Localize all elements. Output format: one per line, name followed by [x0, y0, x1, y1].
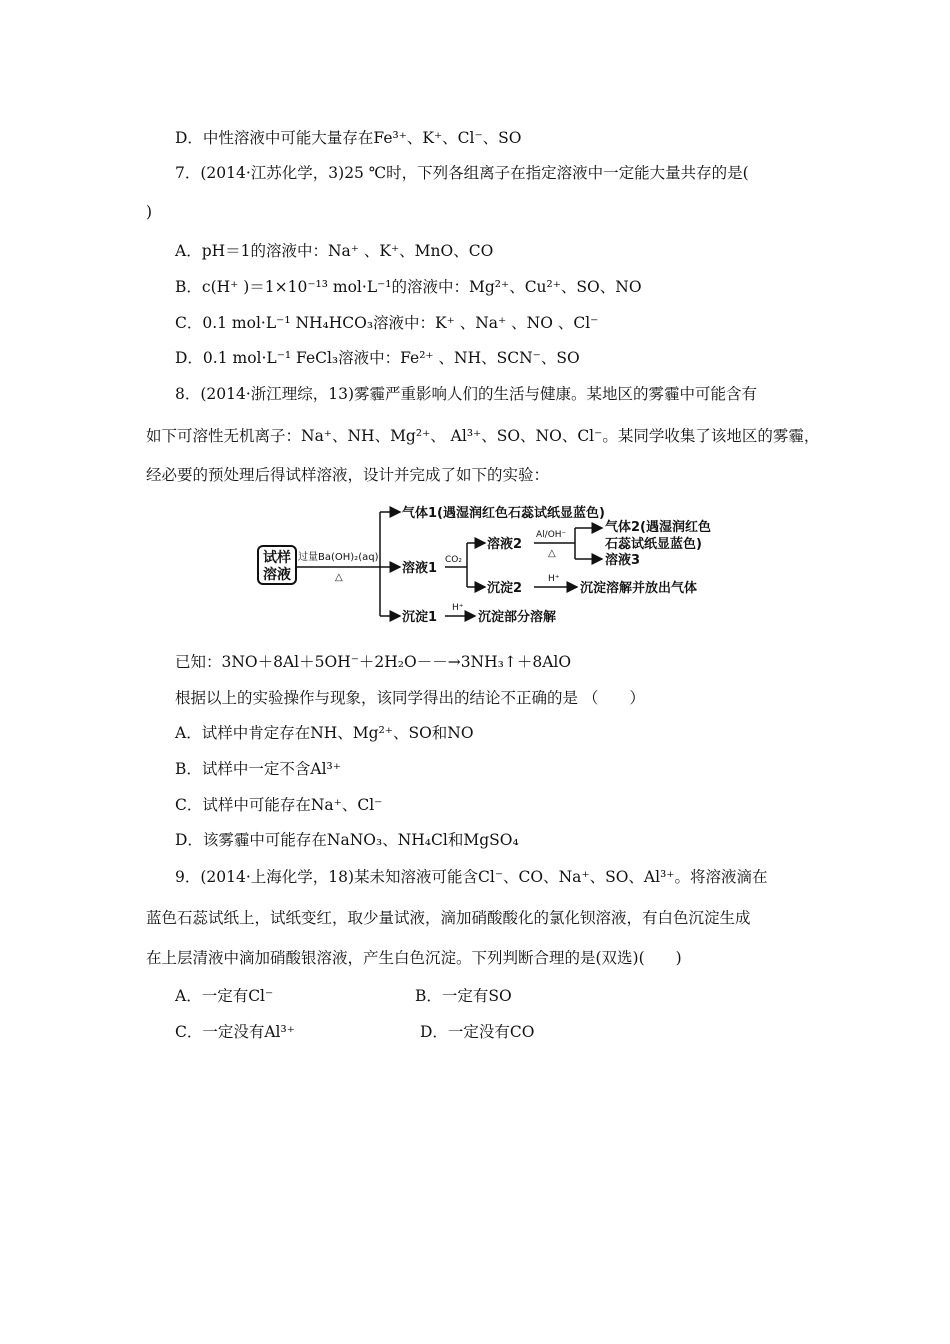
q9-stem-line2: 蓝色石蕊试纸上，试纸变红，取少量试液，滴加硝酸酸化的氯化钡溶液，有白色沉淀生成	[146, 909, 751, 927]
q9-option-c: C．一定没有Al³⁺	[175, 1023, 295, 1041]
q8-option-c: C．试样中可能存在Na⁺、Cl⁻	[175, 796, 383, 814]
q8-stem-line3: 经必要的预处理后得试样溶液，设计并完成了如下的实验：	[146, 466, 550, 484]
h-plus-label-1: H⁺	[548, 574, 560, 584]
solution2-label: 溶液2	[487, 537, 523, 552]
q9-stem-line1: 9．(2014·上海化学，18)某未知溶液可能含Cl⁻、CO、Na⁺、SO、Al³⁺。将溶液滴在	[175, 868, 768, 886]
q7-option-c: C．0.1 mol·L⁻¹ NH₄HCO₃溶液中：K⁺ 、Na⁺ 、NO 、Cl⁻	[175, 314, 599, 332]
h-plus-label-2: H⁺	[452, 603, 464, 613]
precip2-result: 沉淀溶解并放出气体	[580, 581, 698, 596]
q9-option-a: A．一定有Cl⁻	[175, 987, 274, 1005]
q8-option-b: B．试样中一定不含Al³⁺	[175, 760, 341, 778]
precip1-label: 沉淀1	[402, 610, 438, 625]
precip2-label: 沉淀2	[487, 581, 523, 596]
gas1-label: 气体1(遇湿润红色石蕊试纸显蓝色)	[402, 506, 605, 521]
sample-label-2: 溶液	[263, 567, 291, 583]
q9-option-d: D．一定没有CO	[420, 1023, 535, 1041]
q8-question: 根据以上的实验操作与现象，该同学得出的结论不正确的是 （ ）	[175, 689, 645, 707]
gas2-label-2: 石蕊试纸显蓝色)	[605, 537, 702, 552]
q8-stem-line2: 如下可溶性无机离子：Na⁺、NH、Mg²⁺、 Al³⁺、SO、NO、Cl⁻。某同学收集了该地区的雾霾，	[146, 427, 820, 445]
reagent-baoh2: 过量Ba(OH)₂(aq)	[298, 552, 379, 563]
sample-label-1: 试样	[263, 550, 291, 566]
solution1-label: 溶液1	[402, 561, 438, 576]
q7-stem-bracket: )	[146, 203, 153, 221]
q7-stem: 7．(2014·江苏化学，3)25 ℃时，下列各组离子在指定溶液中一定能大量共存的是(	[175, 164, 749, 182]
q9-option-b: B．一定有SO	[415, 987, 512, 1005]
q7-option-b: B．c(H⁺ )＝1×10⁻¹³ mol·L⁻¹的溶液中：Mg²⁺、Cu²⁺、SO、NO	[175, 278, 642, 296]
al-oh-label: Al/OH⁻	[536, 530, 567, 540]
solution3-label: 溶液3	[605, 553, 641, 568]
heat-1: △	[335, 572, 343, 583]
q7-option-a: A．pH＝1的溶液中：Na⁺ 、K⁺、MnO、CO	[175, 242, 494, 260]
q8-stem-line1: 8．(2014·浙江理综，13)雾霾严重影响人们的生活与健康。某地区的雾霾中可能含有	[175, 385, 758, 403]
co2-label: CO₂	[445, 555, 462, 565]
q8-known-equation: 已知：3NO＋8Al＋5OH⁻＋2H₂O－－→3NH₃↑＋8AlO	[175, 653, 572, 671]
experiment-flowchart	[255, 498, 755, 633]
heat-2: △	[548, 548, 556, 559]
precip1-result: 沉淀部分溶解	[478, 610, 557, 625]
gas2-label-1: 气体2(遇湿润红色	[605, 520, 711, 535]
q6-option-d: D．中性溶液中可能大量存在Fe³⁺、K⁺、Cl⁻、SO	[175, 129, 522, 147]
q8-option-a: A．试样中肯定存在NH、Mg²⁺、SO和NO	[175, 724, 474, 742]
q9-stem-line3: 在上层清液中滴加硝酸银溶液，产生白色沉淀。下列判断合理的是(双选)( )	[146, 949, 682, 967]
q7-option-d: D．0.1 mol·L⁻¹ FeCl₃溶液中：Fe²⁺ 、NH、SCN⁻、SO	[175, 349, 580, 367]
q8-option-d: D．该雾霾中可能存在NaNO₃、NH₄Cl和MgSO₄	[175, 831, 519, 849]
